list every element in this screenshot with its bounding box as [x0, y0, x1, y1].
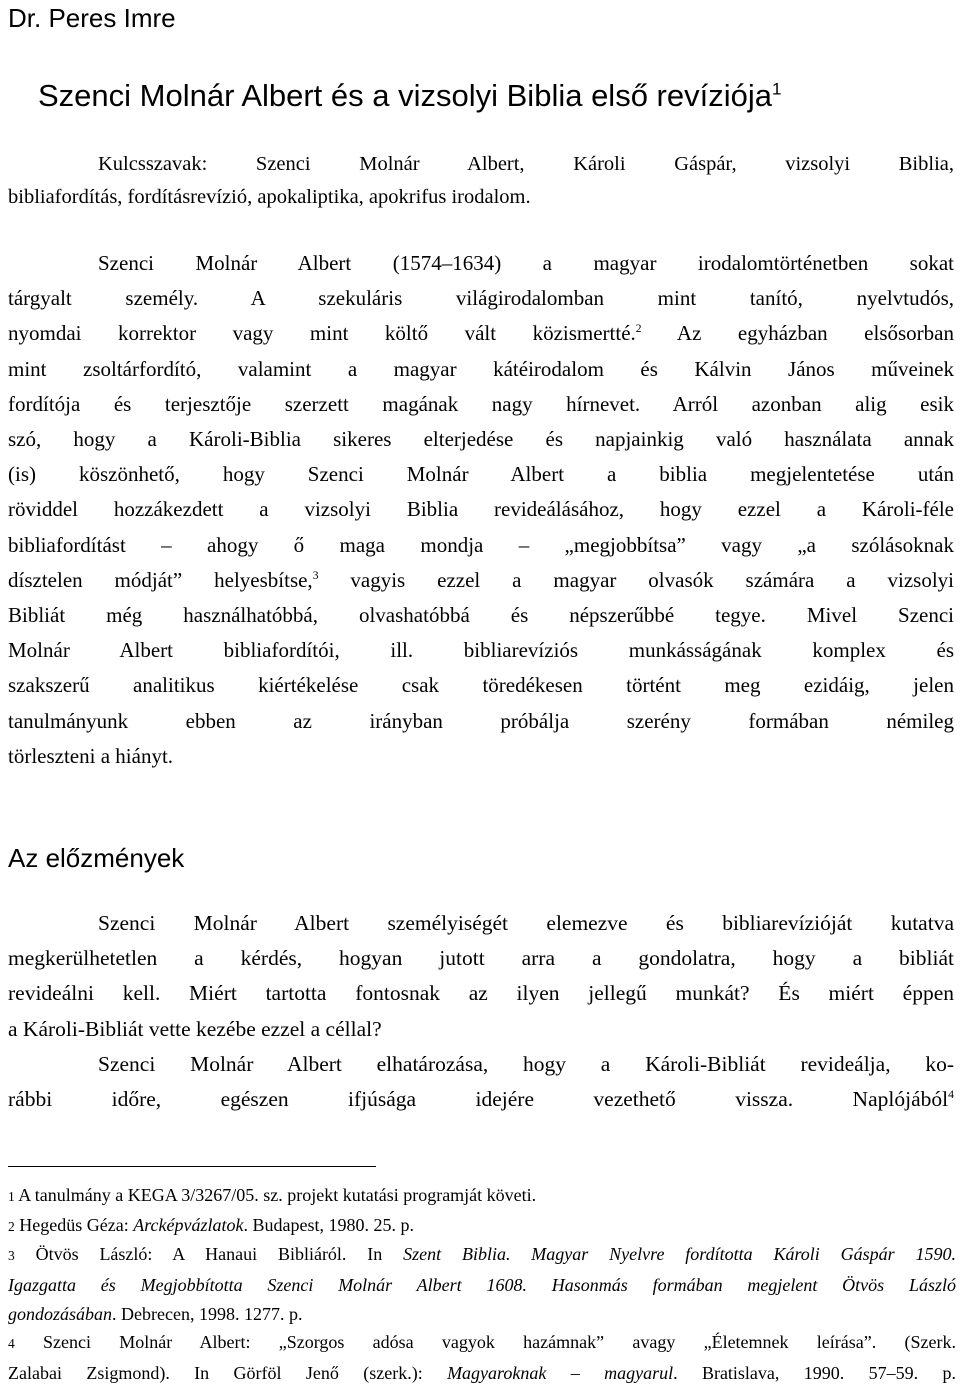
- footnote-line: [8, 1240, 956, 1271]
- footnote-text: . Debrecen, 1998. 1277. p.: [112, 1304, 303, 1324]
- footnote-line: [8, 1359, 956, 1389]
- footnote-number: 3: [8, 1248, 15, 1263]
- footnote-text: Ötvös László: A Hanaui Bibliáról. In: [14, 1244, 404, 1264]
- text-line: [8, 563, 954, 598]
- footnote-divider: [8, 1166, 376, 1167]
- text-line: (is) köszönhető, hogy Szenci Molnár Albert a biblia megjelentetése után: [8, 462, 954, 487]
- footnote-3: [8, 1240, 956, 1330]
- footnote-italic: Igazgatta és Megjobbította Szenci Molnár Albert 1608. Hasonmás formában megjelent Ötvös László: [8, 1274, 956, 1295]
- keywords-paragraph: [8, 148, 954, 214]
- text-line: tanulmányunk ebben az irányban próbálja szerény formában némileg: [8, 708, 954, 733]
- footnote-text: Szenci Molnár Albert: „Szorgos adósa vagyok hazámnak” avagy „Életemnek leírása”. (Szerk.: [14, 1332, 956, 1352]
- text-segment: Az egyházban elsősorban: [641, 321, 954, 346]
- text-line: szó, hogy a Károli-Biblia sikeres elterjedése és napjainkig való használata annak: [8, 427, 954, 452]
- text-line: revideálni kell. Miért tartotta fontosnak az ilyen jellegű munkát? És miért éppen: [8, 981, 954, 1006]
- paper-title: [38, 74, 958, 118]
- title-footnote-ref: 1: [771, 79, 782, 99]
- text-line: szakszerű analitikus kiértékelése csak töredékesen történt meg ezidáig, jelen: [8, 673, 954, 698]
- footnote-text: Zalabai Zsigmond). In Görföl Jenő (szerk.):: [8, 1362, 448, 1383]
- footnote-ref: 3: [312, 569, 319, 582]
- footnote-text: . Bratislava, 1990. 57–59. p.: [673, 1362, 956, 1383]
- footnote-italic: Magyaroknak – magyarul: [447, 1362, 674, 1383]
- footnote-number: 2: [8, 1219, 15, 1234]
- keywords-line: bibliafordítás, fordításrevízió, apokaliptika, apokrifus irodalom.: [8, 186, 531, 208]
- text-line: Bibliát még használhatóbbá, olvashatóbbá és népszerűbbé tegye. Mivel Szenci: [8, 603, 954, 628]
- text-line: a Károli-Bibliát vette kezébe ezzel a céllal?: [8, 1016, 382, 1041]
- footnote-line: [8, 1300, 956, 1330]
- author-name: Dr. Peres Imre: [8, 3, 176, 33]
- text-segment: rábbi időre, egészen ifjúsága idejére vezethető vissza. Naplójából: [8, 1087, 949, 1112]
- section-paragraph: [8, 906, 954, 1117]
- footnote-number: 1: [8, 1189, 15, 1204]
- text-line: röviddel hozzákezdett a vizsolyi Biblia revideálásához, hogy ezzel a Károli-féle: [8, 497, 954, 522]
- section-heading: Az előzmények: [8, 843, 185, 873]
- text-line: Szenci Molnár Albert elhatározása, hogy a Károli-Bibliát revideálja, ko-: [98, 1051, 954, 1076]
- text-line: mint zsoltárfordító, valamint a magyar kátéirodalom és Kálvin János műveinek: [8, 356, 954, 381]
- footnote-italic: gondozásában: [8, 1304, 113, 1324]
- text-line: Szenci Molnár Albert (1574–1634) a magyar irodalomtörténetben sokat: [98, 251, 954, 275]
- text-line: bibliafordítást – ahogy ő maga mondja – „megjobbítsa” vagy „a szólásoknak: [8, 532, 954, 557]
- footnote-italic: Szent Biblia. Magyar Nyelvre fordította Károli Gáspár 1590.: [403, 1244, 957, 1264]
- footnote-1: [8, 1181, 956, 1212]
- footnote-ref: 2: [635, 323, 642, 336]
- footnote-2: [8, 1211, 956, 1242]
- intro-paragraph: [8, 246, 954, 774]
- paper-title-text: Szenci Molnár Albert és a vizsolyi Biblia első revíziója: [38, 78, 772, 113]
- footnote-4: [8, 1328, 956, 1388]
- footnote-text: Hegedüs Géza:: [14, 1215, 134, 1235]
- text-segment: nyomdai korrektor vagy mint költő vált közismertté.: [8, 321, 636, 346]
- footnote-line: [8, 1271, 956, 1301]
- footnote-text: A tanulmány a KEGA 3/3267/05. sz. projekt kutatási programját követi.: [14, 1185, 537, 1205]
- text-line: törleszteni a hiányt.: [8, 743, 174, 768]
- footnote-ref: 4: [948, 1086, 954, 1101]
- text-line: [8, 1082, 954, 1117]
- text-line: Szenci Molnár Albert személyiségét elemezve és bibliarevízióját kutatva: [98, 911, 954, 935]
- footnote-text: . Budapest, 1980. 25. p.: [243, 1215, 414, 1235]
- footnote-line: [8, 1328, 956, 1359]
- text-segment: dísztelen módját” helyesbítse,: [8, 567, 313, 592]
- text-line: Molnár Albert bibliafordítói, ill. bibliarevíziós munkásságának komplex és: [8, 638, 954, 663]
- text-line: fordítója és terjesztője szerzett magának nagy hírnevet. Arról azonban alig esik: [8, 391, 954, 416]
- text-line: megkerülhetetlen a kérdés, hogyan jutott arra a gondolatra, hogy a bibliát: [8, 946, 954, 971]
- footnote-italic: Arcképvázlatok: [133, 1215, 244, 1235]
- footnote-number: 4: [8, 1336, 15, 1351]
- text-line: tárgyalt személy. A szekuláris világirodalomban mint tanító, nyelvtudós,: [8, 286, 954, 311]
- text-line: [8, 316, 954, 351]
- text-segment: vagyis ezzel a magyar olvasók számára a vizsolyi: [318, 567, 954, 592]
- keywords-line: Kulcsszavak: Szenci Molnár Albert, Károli Gáspár, vizsolyi Biblia,: [98, 153, 954, 175]
